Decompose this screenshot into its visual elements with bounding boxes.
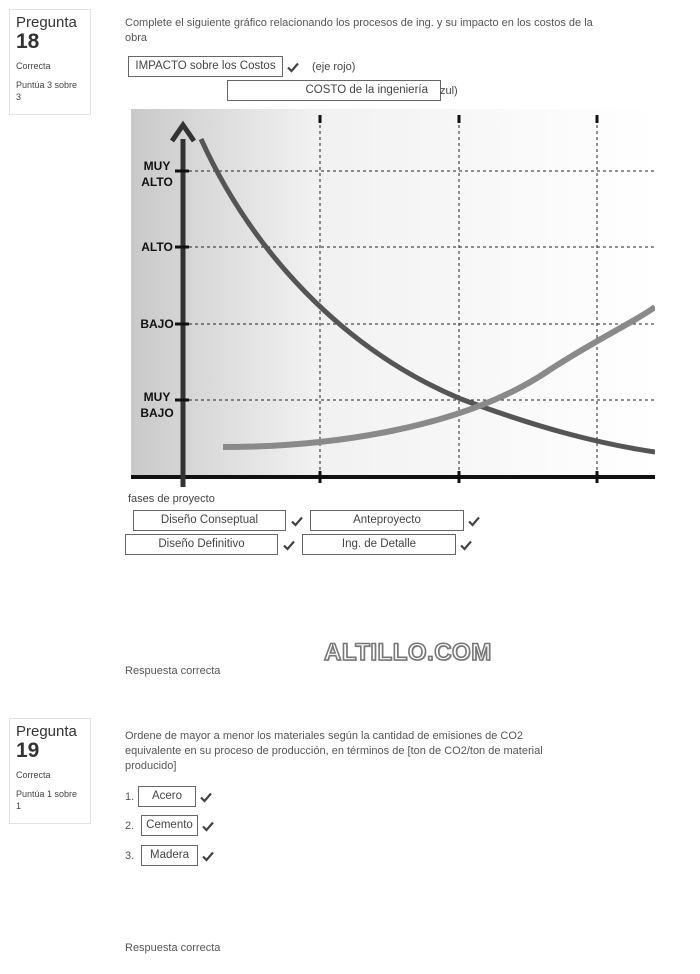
check-icon: [287, 61, 299, 73]
order-item-3[interactable]: Madera: [141, 845, 198, 866]
y-label-muy-bajo-2: BAJO: [140, 406, 174, 420]
chart-background: [131, 109, 655, 479]
note-eje-azul: zul): [440, 85, 458, 97]
question-state: Correcta: [16, 61, 51, 71]
question-word: Pregunta: [16, 14, 77, 31]
drop-target-costo[interactable]: COSTO de la ingeniería: [227, 80, 441, 101]
check-icon: [202, 850, 214, 862]
question-state: Correcta: [16, 770, 51, 780]
watermark-logo: ALTILLO.COM: [324, 639, 492, 666]
check-icon: [283, 539, 295, 551]
question-number: 19: [16, 739, 40, 762]
drop-phase-2[interactable]: Anteproyecto: [310, 510, 464, 531]
feedback-18: Respuesta correcta: [125, 665, 221, 677]
y-label-muy-alto-2: ALTO: [141, 175, 173, 189]
check-icon: [468, 515, 480, 527]
order-item-2[interactable]: Cemento: [141, 815, 198, 836]
question-text: Complete el siguiente gráfico relacionando los procesos de ing. y su impacto en los costos de la obra: [125, 17, 593, 44]
y-label-muy-alto-1: MUY: [143, 159, 171, 173]
question-grade: Puntúa 1 sobre 1: [16, 789, 78, 811]
drop-phase-4[interactable]: Ing. de Detalle: [302, 534, 456, 555]
check-icon: [460, 539, 472, 551]
drop-target-impacto[interactable]: IMPACTO sobre los Costos: [128, 56, 283, 77]
order-item-1[interactable]: Acero: [138, 786, 196, 807]
y-label-bajo: BAJO: [140, 317, 174, 331]
note-eje-rojo: (eje rojo): [312, 61, 356, 73]
question-grade: Puntúa 3 sobre 3: [16, 80, 78, 102]
check-icon: [291, 515, 303, 527]
question-info-18: [9, 9, 91, 115]
order-index-3: 3.: [125, 850, 135, 862]
question-text: Ordene de mayor a menor los materiales según la cantidad de emisiones de CO2 equivalente en su proceso de producción, en términos de [ton de CO2/ton de material producido]: [125, 730, 543, 772]
order-index-1: 1.: [125, 791, 135, 803]
y-label-alto: ALTO: [141, 240, 173, 254]
cost-impact-chart: [131, 109, 655, 487]
check-icon: [200, 791, 212, 803]
order-index-2: 2.: [125, 820, 135, 832]
drop-phase-1[interactable]: Diseño Conseptual: [133, 510, 286, 531]
y-label-muy-bajo-1: MUY: [143, 390, 171, 404]
chart-svg: [131, 109, 655, 487]
fases-label: fases de proyecto: [128, 493, 215, 505]
feedback-19: Respuesta correcta: [125, 942, 221, 954]
question-info-19: [9, 718, 91, 824]
check-icon: [202, 820, 214, 832]
drop-phase-3[interactable]: Diseño Definitivo: [125, 534, 278, 555]
question-number: 18: [16, 30, 40, 53]
question-word: Pregunta: [16, 723, 77, 740]
